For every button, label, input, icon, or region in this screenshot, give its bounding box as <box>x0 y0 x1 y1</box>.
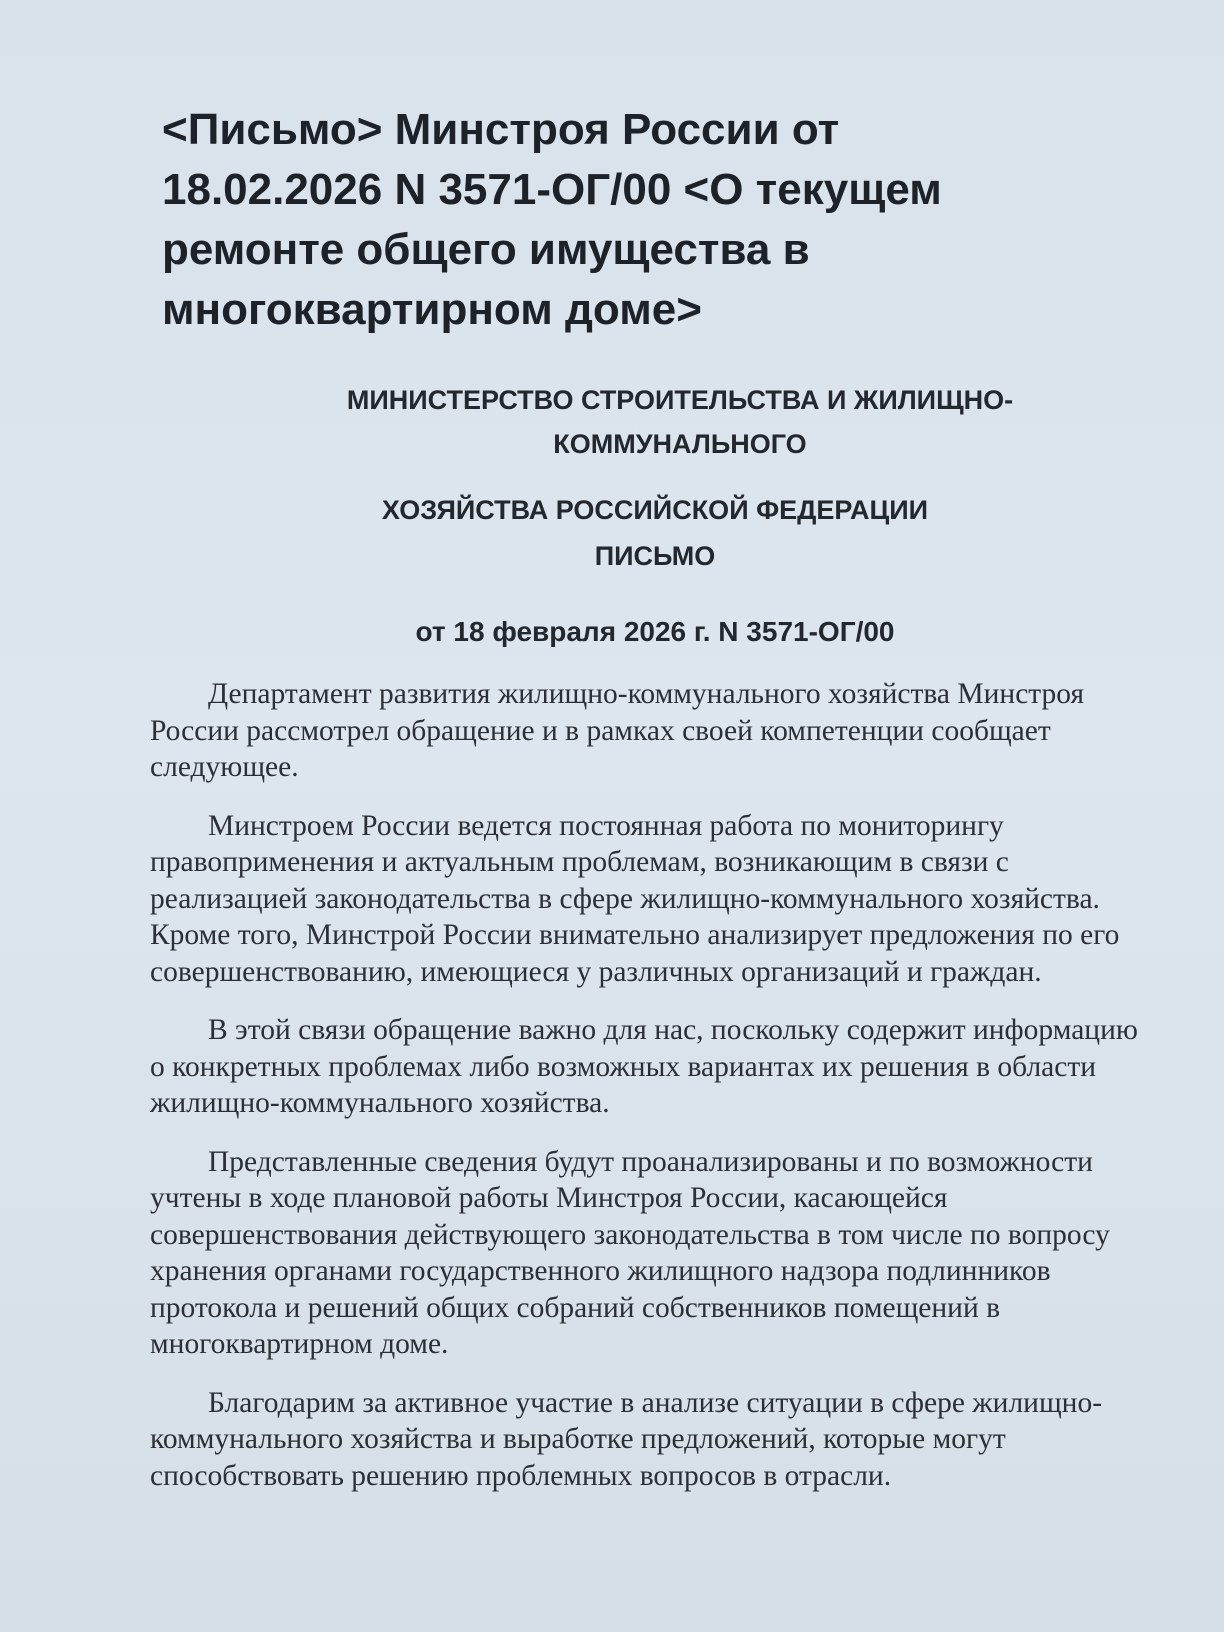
ministry-name-line-2: ХОЗЯЙСТВА РОССИЙСКОЙ ФЕДЕРАЦИИ <box>381 495 929 525</box>
document-date-number: от 18 февраля 2026 г. N 3571-ОГ/00 <box>415 616 895 647</box>
document-title: <Письмо> Минстроя России от 18.02.2026 N 3571-ОГ/00 <О текущем ремонте общего имущества в многоквартирном доме> <box>162 105 942 334</box>
paragraph: В этой связи обращение важно для нас, поскольку содержит информацию о конкретных проблемах либо возможных вариантах их решения в области жилищно-коммунального хозяйства. <box>150 1014 1138 1119</box>
paragraph: Представленные сведения будут проанализированы и по возможности учтены в ходе плановой работы Минстроя России, касающейся совершенствования действующего законодательства в том числе по вопросу хранения органами государственного жилищного надзора подлинников протокола и решений общих собраний собственников помещений в многоквартирном доме. <box>150 1145 1110 1360</box>
letter-body <box>150 676 1160 1494</box>
paragraph: Департамент развития жилищно-коммунального хозяйства Минстроя России рассмотрел обращение и в рамках своей компетенции сообщает следующее. <box>150 678 1085 783</box>
ministry-name-line-1: МИНИСТЕРСТВО СТРОИТЕЛЬСТВА И ЖИЛИЩНО-КОММУНАЛЬНОГО <box>346 385 1014 459</box>
document-kind: ПИСЬМО <box>594 541 716 571</box>
letter-document <box>150 100 1160 1516</box>
paragraph: Минстроем России ведется постоянная работа по мониторингу правоприменения и актуальным проблемам, возникающим в связи с реализацией законодательства в сфере жилищно-коммунального хозяйства. Кроме того, Минстрой России внимательно анализирует предложения по его совершенствованию, имеющиеся у различных организаций и граждан. <box>150 809 1120 988</box>
paragraph: Благодарим за активное участие в анализе ситуации в сфере жилищно-коммунального хозяйства и выработке предложений, которые могут способствовать решению проблемных вопросов в отрасли. <box>150 1386 1103 1492</box>
